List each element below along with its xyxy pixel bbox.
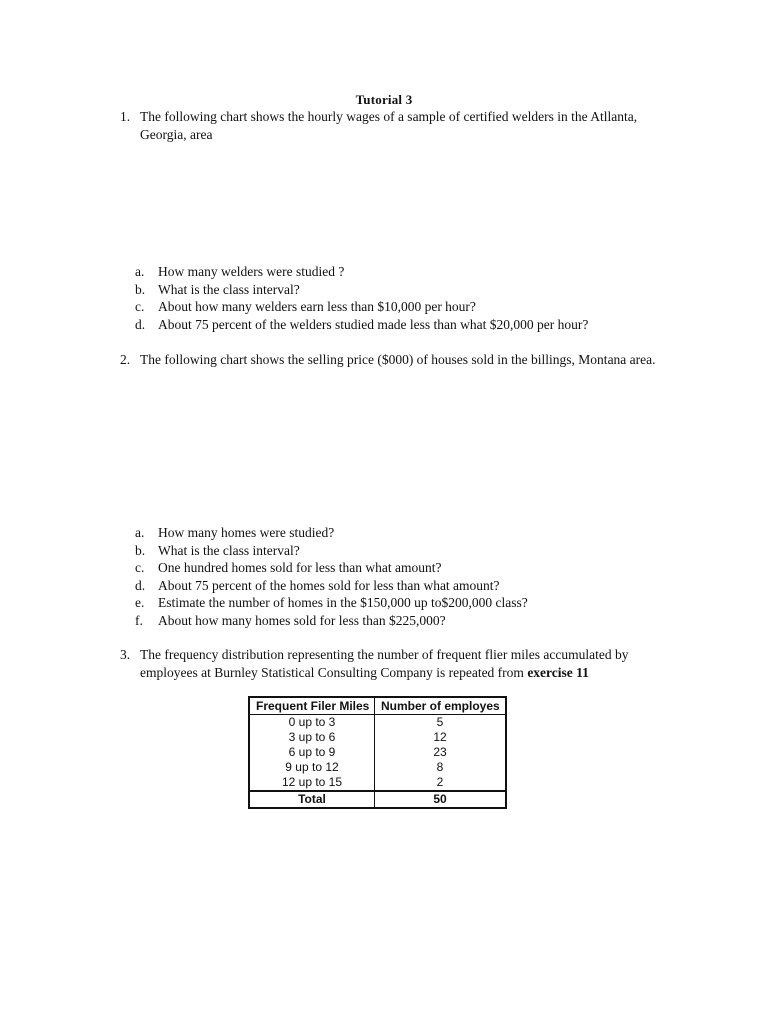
table-row (249, 715, 506, 731)
frequency-table (248, 696, 507, 809)
part-letter: a. (135, 264, 145, 279)
table-cell: 8 (436, 760, 444, 774)
column-header-miles: Frequent Filer Miles (249, 697, 375, 715)
question-1 (120, 108, 660, 144)
part-letter: c. (135, 299, 145, 314)
part-text: What is the class interval? (158, 281, 300, 297)
part-text: Estimate the number of homes in the $150,000 up to$200,000 class? (158, 595, 528, 610)
table-cell: 6 up to 9 (249, 745, 375, 760)
table-header-row (249, 697, 506, 715)
question-number: 2. (120, 352, 131, 367)
part-text: About 75 percent of the welders studied made less than what $20,000 per hour? (158, 316, 589, 332)
table-cell: 5 (436, 715, 444, 729)
part-letter: b. (135, 542, 146, 558)
part-text: What is the class interval? (158, 542, 300, 558)
part-letter: f. (135, 612, 143, 628)
part-text: About how many homes sold for less than $225,000? (158, 612, 446, 628)
part-letter: e. (135, 595, 145, 610)
chart-placeholder-blank (140, 395, 640, 520)
part-letter: c. (135, 560, 145, 575)
table-cell: 2 (436, 775, 444, 789)
table-row (249, 775, 506, 791)
question-number: 1. (120, 109, 131, 124)
part-text: How many homes were studied? (158, 525, 335, 540)
part-text: How many welders were studied ? (158, 264, 345, 279)
part-letter: d. (135, 577, 146, 593)
chart-placeholder-blank (140, 150, 640, 260)
table-cell: 23 (433, 745, 447, 759)
table-row (249, 760, 506, 775)
column-header-employees: Number of employes (375, 697, 507, 715)
exercise-reference: exercise 11 (527, 665, 589, 680)
table-row (249, 730, 506, 745)
question-text: The following chart shows the selling price ($000) of houses sold in the billings, Montana area. (140, 352, 656, 367)
question-3 (120, 646, 660, 700)
question-number: 3. (120, 647, 131, 662)
total-label: Total (249, 791, 375, 808)
table-cell: 12 up to 15 (249, 775, 375, 791)
table-total-row (249, 791, 506, 808)
question-text-main: The frequency distribution representing the number of frequent flier miles accumulated by employees at Burnley Statistical Consulting Company is repeated from (140, 647, 629, 680)
question-text (140, 646, 660, 682)
part-text: One hundred homes sold for less than what amount? (158, 560, 442, 575)
page-title: Tutorial 3 (355, 92, 413, 107)
question-2 (120, 351, 660, 387)
question-text: The following chart shows the hourly wages of a sample of certified welders in the Atllanta, Georgia, area (140, 109, 638, 142)
part-letter: b. (135, 281, 146, 297)
part-letter: a. (135, 525, 145, 540)
table-cell: 9 up to 12 (249, 760, 375, 775)
part-letter: d. (135, 316, 146, 332)
total-value: 50 (375, 791, 507, 808)
table-row (249, 745, 506, 760)
part-text: About how many welders earn less than $10,000 per hour? (158, 299, 476, 314)
table-cell: 3 up to 6 (249, 730, 375, 745)
part-text: About 75 percent of the homes sold for less than what amount? (158, 577, 500, 593)
table-cell: 0 up to 3 (249, 715, 375, 731)
table-cell: 12 (433, 730, 447, 744)
